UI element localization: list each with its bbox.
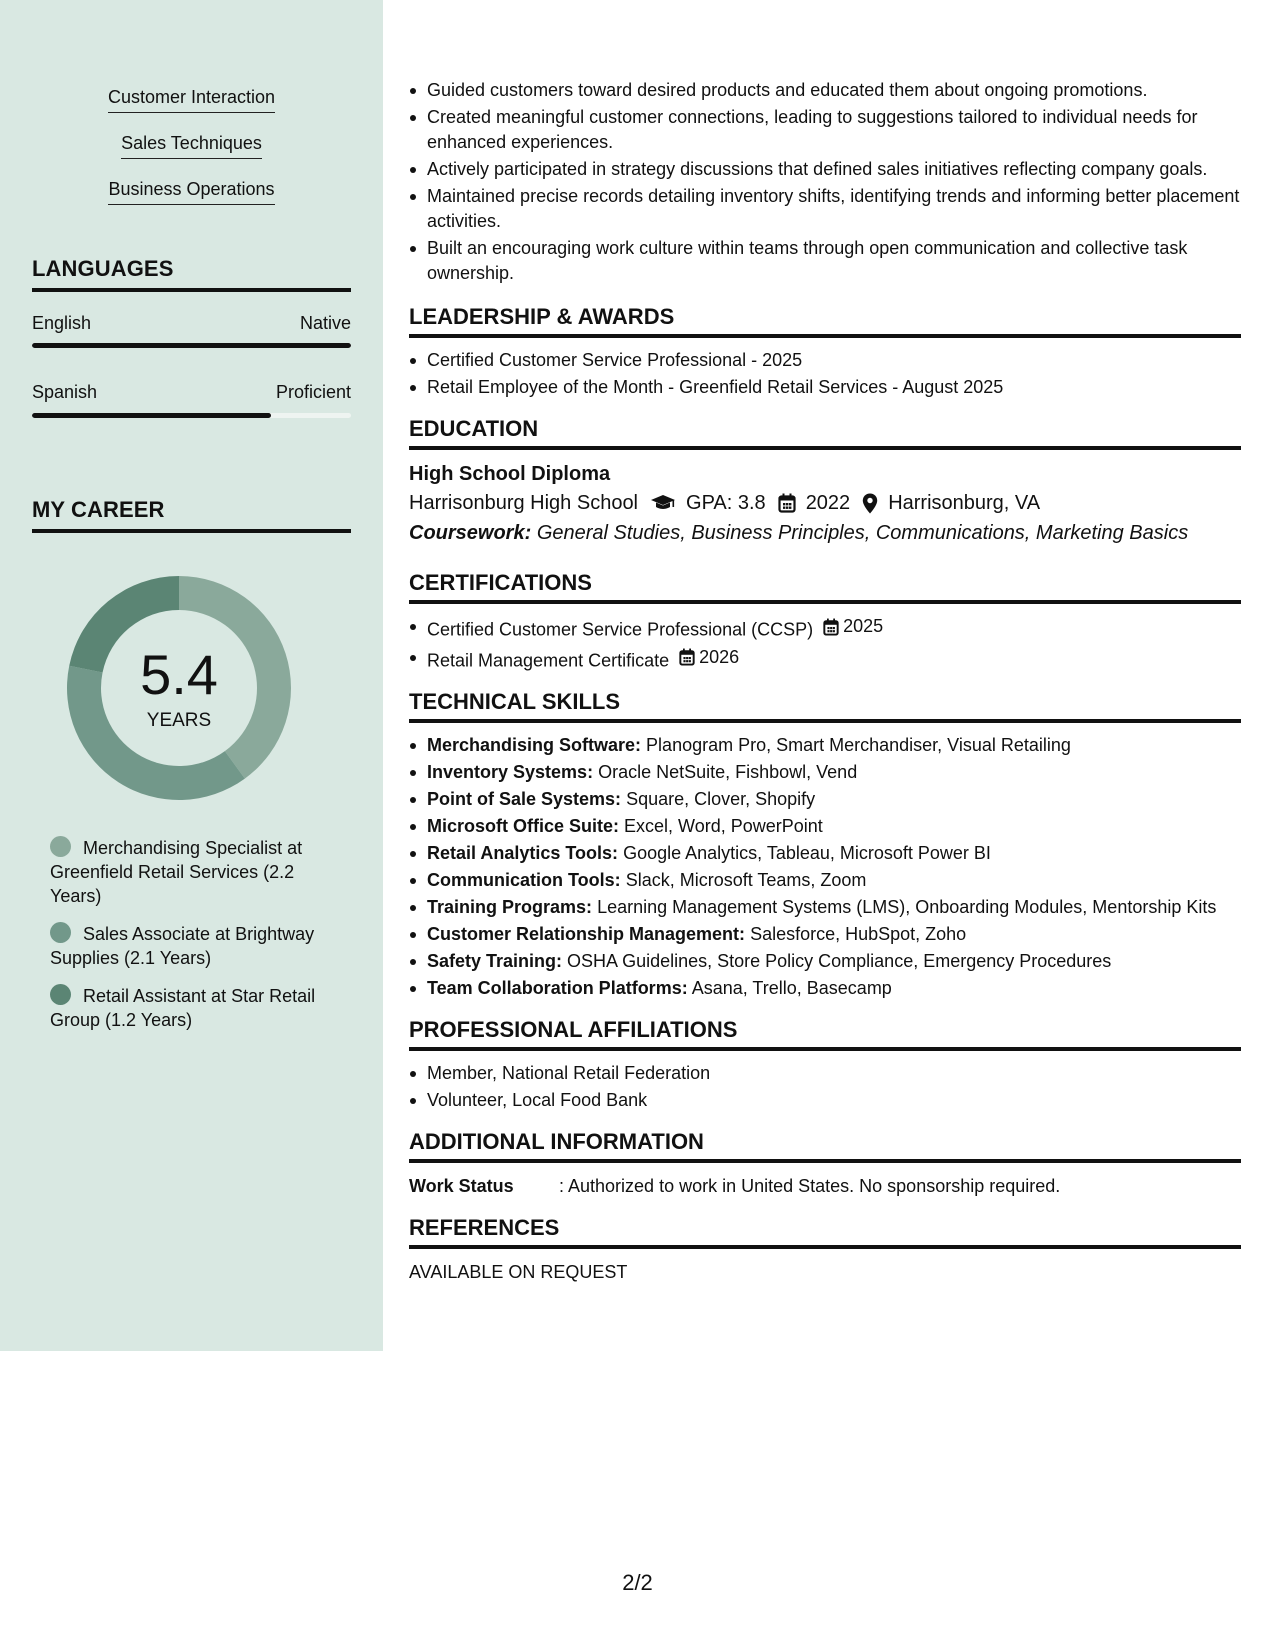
leadership-item: Certified Customer Service Professional - 2025 [409, 348, 1241, 373]
affiliations-heading: PROFESSIONAL AFFILIATIONS [409, 1017, 1241, 1051]
technical-skill-value: Learning Management Systems (LMS), Onboarding Modules, Mentorship Kits [597, 897, 1217, 917]
career-total-years: 5.4 [140, 643, 218, 706]
experience-bullets [409, 78, 1241, 286]
technical-skill-value: Excel, Word, PowerPoint [624, 816, 823, 836]
language-name: English [32, 313, 92, 333]
references-heading: REFERENCES [409, 1215, 1241, 1249]
technical-skill-label: Microsoft Office Suite: [427, 816, 620, 836]
language-bar [32, 413, 351, 418]
skill-item: Customer Interaction [108, 84, 275, 113]
technical-skill-label: Point of Sale Systems: [427, 789, 622, 809]
technical-skills-list [409, 733, 1241, 1001]
experience-bullet: Maintained precise records detailing inventory shifts, identifying trends and informing better placement activities. [409, 184, 1241, 234]
location-pin-icon [862, 493, 878, 514]
certification-item [409, 614, 1241, 643]
calendar-icon [823, 618, 839, 636]
education-coursework [409, 518, 1241, 548]
technical-skill-item [409, 760, 1241, 785]
technical-skill-item [409, 787, 1241, 812]
technical-skill-item [409, 922, 1241, 947]
certification-date [823, 614, 883, 639]
work-status-label: Work Status [409, 1176, 514, 1196]
leadership-list [409, 348, 1241, 400]
technical-skill-item [409, 895, 1241, 920]
references-text: AVAILABLE ON REQUEST [409, 1262, 628, 1282]
technical-skill-item [409, 841, 1241, 866]
technical-skill-value: Planogram Pro, Smart Merchandiser, Visual Retailing [646, 735, 1071, 755]
education-heading: EDUCATION [409, 416, 1241, 450]
career-legend-dot [50, 984, 71, 1005]
technical-skill-label: Merchandising Software: [427, 735, 642, 755]
additional-info-heading: ADDITIONAL INFORMATION [409, 1129, 1241, 1163]
education-degree: High School Diploma [409, 463, 611, 485]
page-number: 2/2 [622, 1570, 653, 1595]
technical-skill-value: Oracle NetSuite, Fishbowl, Vend [598, 762, 858, 782]
graduation-cap-icon [650, 493, 676, 513]
sidebar [0, 0, 383, 1351]
technical-skill-item [409, 868, 1241, 893]
coursework-value: General Studies, Business Principles, Communications, Marketing Basics [536, 522, 1189, 544]
skill-item: Sales Techniques [121, 130, 262, 159]
experience-bullet: Created meaningful customer connections, leading to suggestions tailored to individual needs for enhanced experiences. [409, 105, 1241, 155]
language-bar-fill [32, 413, 271, 418]
career-item [50, 836, 340, 908]
language-bar [32, 343, 351, 348]
technical-skills-heading: TECHNICAL SKILLS [409, 689, 1241, 723]
technical-skill-label: Inventory Systems: [427, 762, 594, 782]
career-item-text: Merchandising Specialist at Greenfield Retail Services (2.2 Years) [50, 838, 303, 906]
technical-skill-value: Square, Clover, Shopify [626, 789, 816, 809]
work-status-value: : Authorized to work in United States. No sponsorship required. [559, 1176, 1061, 1196]
career-list [50, 836, 340, 1046]
technical-skill-item [409, 733, 1241, 758]
certification-year: 2026 [699, 646, 740, 667]
technical-skill-label: Customer Relationship Management: [427, 924, 746, 944]
certifications-list [409, 614, 1241, 673]
language-level: Native [299, 313, 351, 333]
career-item-text: Retail Assistant at Star Retail Group (1.2 Years) [50, 986, 316, 1030]
leadership-item: Retail Employee of the Month - Greenfield Retail Services - August 2025 [409, 375, 1241, 400]
leadership-heading: LEADERSHIP & AWARDS [409, 304, 1241, 338]
technical-skill-label: Team Collaboration Platforms: [427, 978, 688, 998]
skills-list [0, 84, 383, 222]
calendar-icon [679, 648, 695, 666]
main-content [409, 78, 1241, 1285]
experience-bullet: Actively participated in strategy discussions that defined sales initiatives reflecting company goals. [409, 157, 1241, 182]
career-item [50, 984, 340, 1032]
technical-skill-value: Asana, Trello, Basecamp [691, 978, 892, 998]
affiliation-item: Member, National Retail Federation [409, 1061, 1241, 1086]
education-details [409, 488, 1241, 518]
career-heading: MY CAREER [32, 497, 351, 533]
education-location: Harrisonburg, VA [888, 492, 1041, 514]
language-name: Spanish [32, 382, 98, 402]
career-donut-label [66, 575, 292, 801]
technical-skill-value: Google Analytics, Tableau, Microsoft Power BI [623, 843, 991, 863]
career-item [50, 922, 340, 970]
language-level: Proficient [275, 382, 351, 402]
affiliations-list [409, 1061, 1241, 1113]
certification-item [409, 645, 1241, 674]
career-item-text: Sales Associate at Brightway Supplies (2.1 Years) [50, 924, 315, 968]
certifications-heading: CERTIFICATIONS [409, 570, 1241, 604]
certification-name: Certified Customer Service Professional (CCSP) [427, 619, 814, 640]
languages-heading: LANGUAGES [32, 256, 351, 292]
technical-skill-value: OSHA Guidelines, Store Policy Compliance, Emergency Procedures [567, 951, 1112, 971]
education-school: Harrisonburg High School [409, 492, 639, 514]
language-row [32, 313, 351, 334]
technical-skill-label: Training Programs: [427, 897, 593, 917]
technical-skill-value: Slack, Microsoft Teams, Zoom [625, 870, 867, 890]
education-year: 2022 [805, 492, 851, 514]
certification-name: Retail Management Certificate [427, 650, 670, 670]
technical-skill-label: Communication Tools: [427, 870, 621, 890]
work-status-row [409, 1173, 1241, 1199]
technical-skill-label: Safety Training: [427, 951, 563, 971]
technical-skill-label: Retail Analytics Tools: [427, 843, 619, 863]
technical-skill-value: Salesforce, HubSpot, Zoho [750, 924, 967, 944]
language-row [32, 382, 351, 403]
technical-skill-item [409, 976, 1241, 1001]
career-legend-dot [50, 836, 71, 857]
education-gpa: GPA: 3.8 [686, 492, 766, 514]
certification-year: 2025 [843, 616, 884, 636]
technical-skill-item [409, 814, 1241, 839]
technical-skill-item [409, 949, 1241, 974]
career-legend-dot [50, 922, 71, 943]
affiliation-item: Volunteer, Local Food Bank [409, 1088, 1241, 1113]
experience-bullet: Built an encouraging work culture within teams through open communication and collective task ownership. [409, 236, 1241, 286]
certification-date [679, 645, 739, 670]
language-bar-fill [32, 343, 351, 348]
skill-item: Business Operations [108, 176, 274, 205]
coursework-label: Coursework: [409, 522, 532, 544]
career-years-unit: YEARS [146, 710, 212, 731]
calendar-icon [778, 493, 796, 513]
experience-bullet: Guided customers toward desired products and educated them about ongoing promotions. [409, 78, 1241, 103]
